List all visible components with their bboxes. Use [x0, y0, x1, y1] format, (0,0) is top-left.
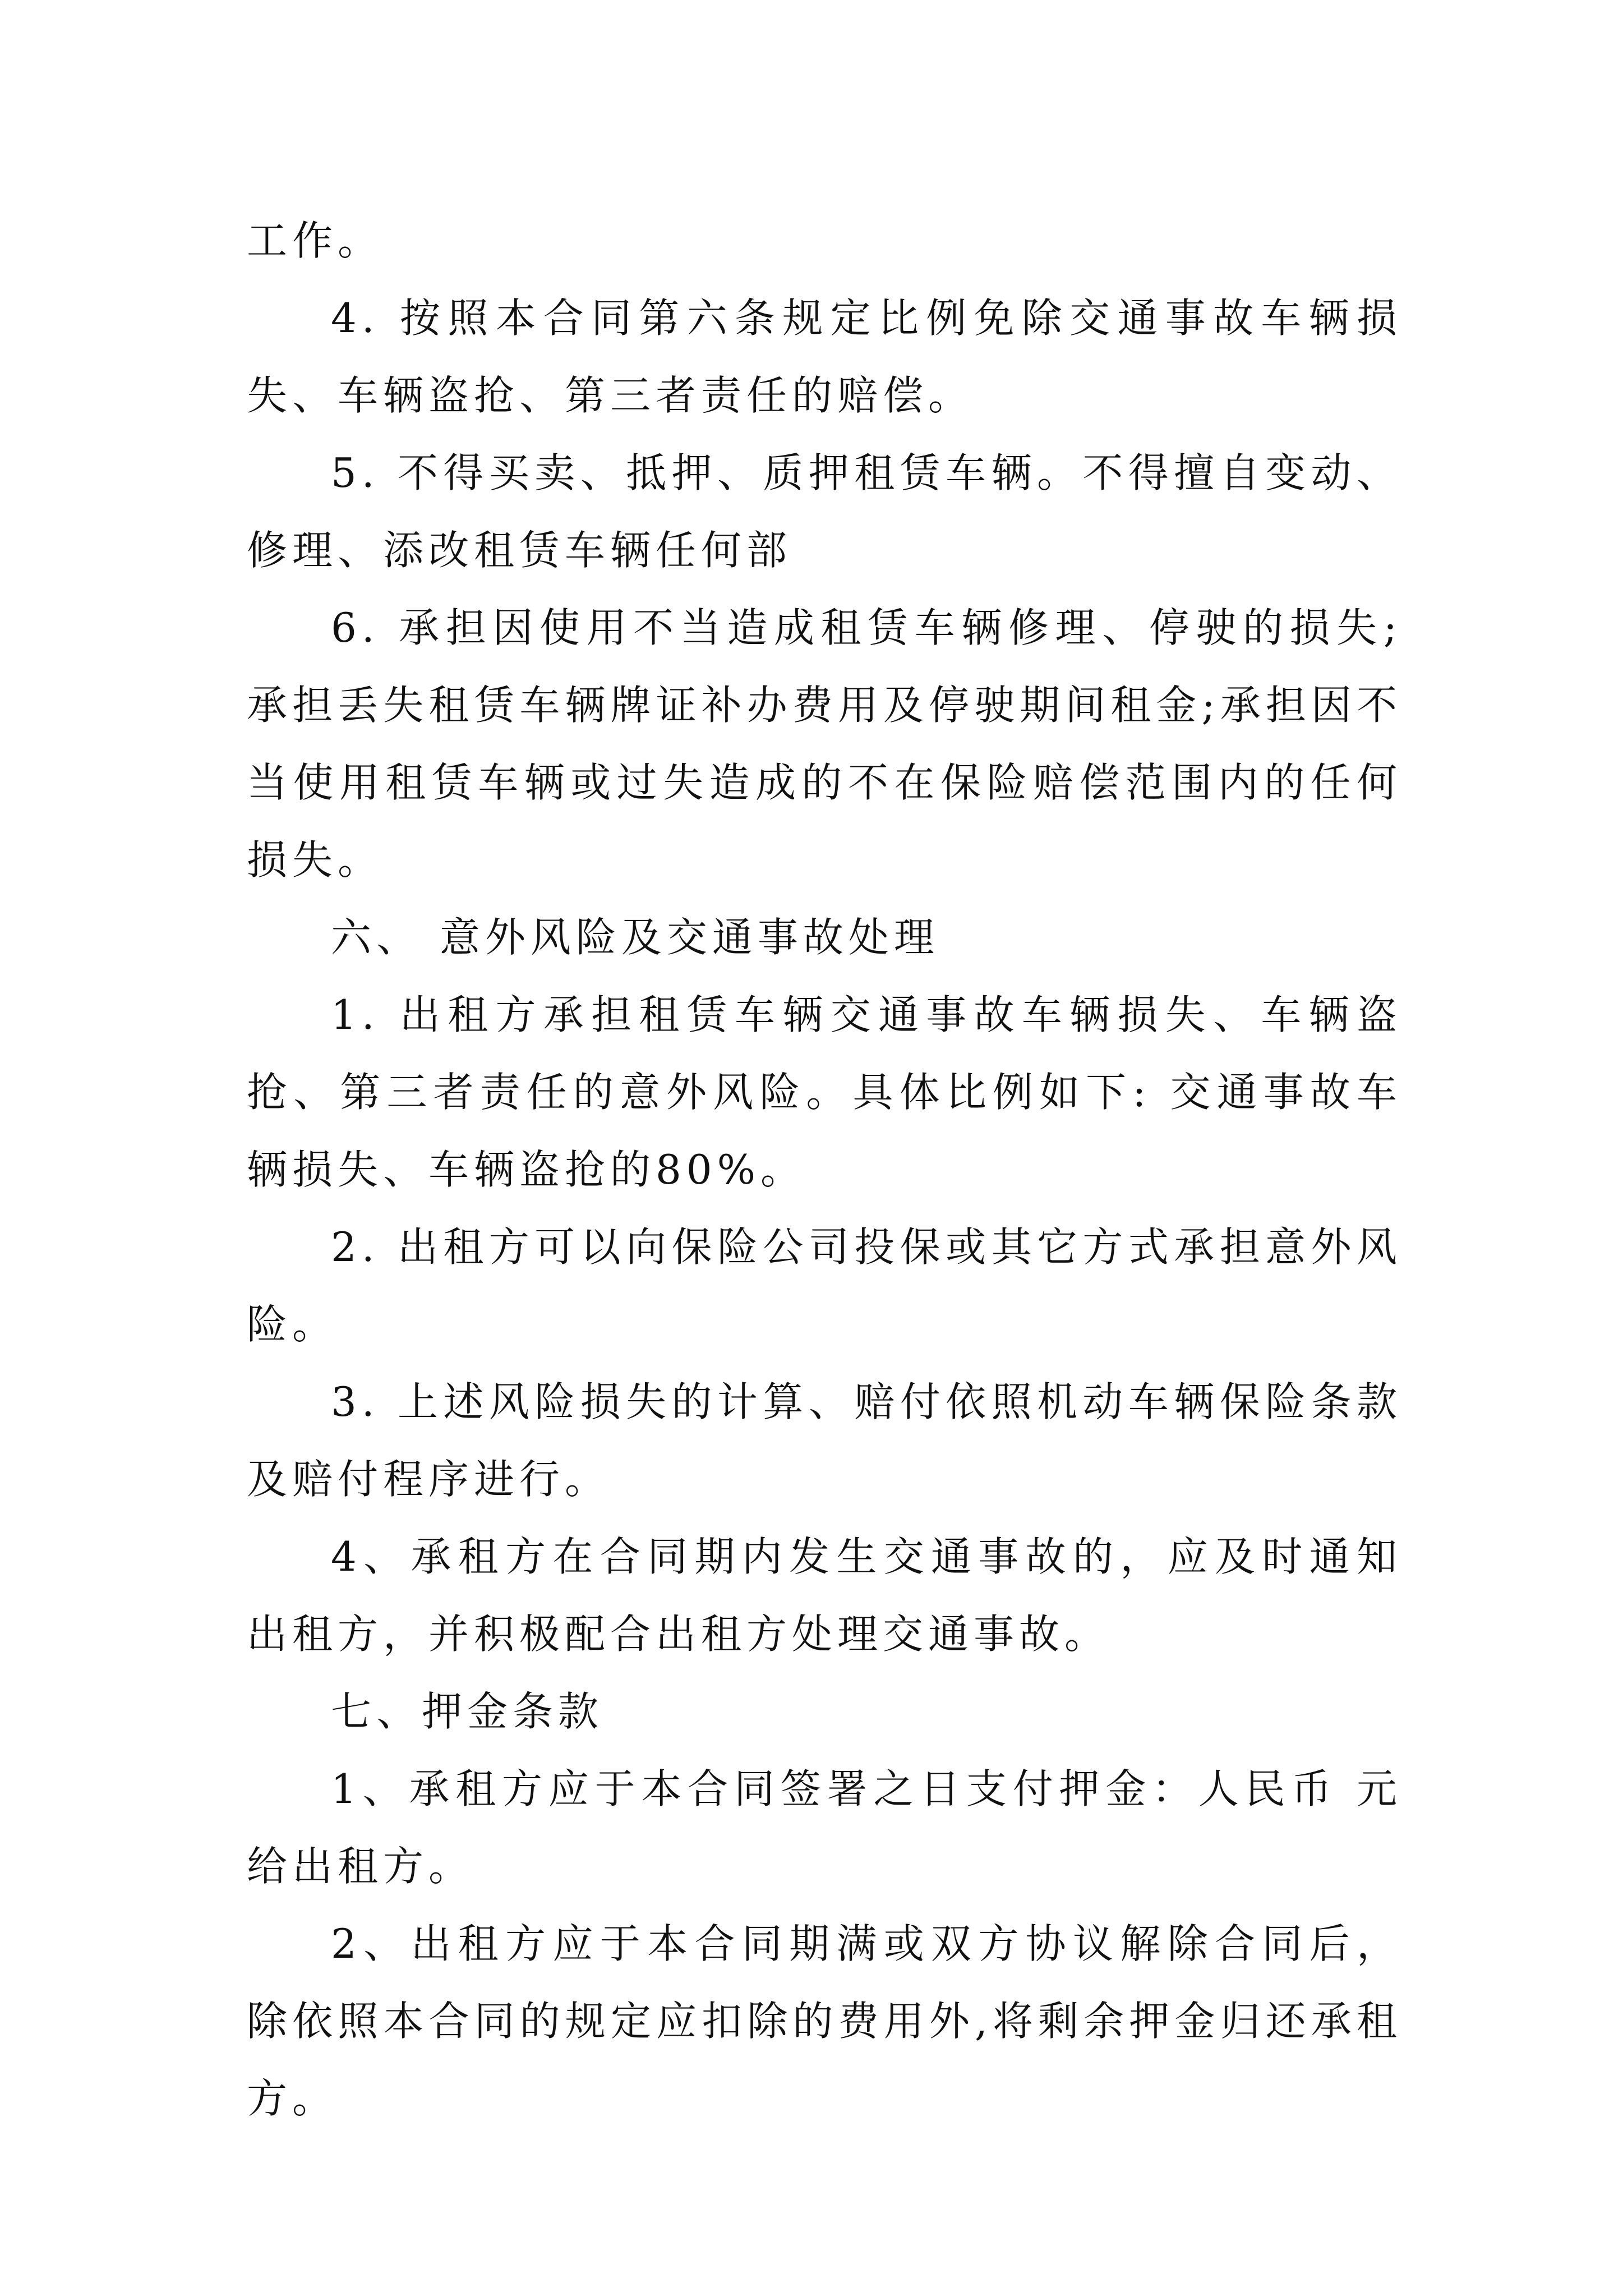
paragraph-deposit-1: 1、承租方应于本合同签署之日支付押金：人民币 元给出租方。	[247, 1765, 1402, 1890]
paragraph-continuation: 工作。	[247, 217, 384, 264]
paragraph-clause-5: 5. 不得买卖、抵押、质押租赁车辆。不得擅自变动、修理、添改租赁车辆任何部	[247, 449, 1402, 574]
section-heading-6: 六、 意外风险及交通事故处理	[331, 914, 939, 961]
paragraph-risk-4: 4、承租方在合同期内发生交通事故的，应及时通知出租方，并积极配合出租方处理交通事故。	[247, 1533, 1402, 1658]
document-body	[247, 202, 1402, 2137]
paragraph-clause-4: 4. 按照本合同第六条规定比例免除交通事故车辆损失、车辆盗抢、第三者责任的赔偿。	[247, 295, 1402, 419]
section-heading-7: 七、押金条款	[331, 1688, 604, 1735]
paragraph-risk-3: 3. 上述风险损失的计算、赔付依照机动车辆保险条款及赔付程序进行。	[247, 1378, 1402, 1503]
paragraph-deposit-2: 2、出租方应于本合同期满或双方协议解除合同后，除依照本合同的规定应扣除的费用外,将剩余押金归还承租方。	[247, 1920, 1402, 2122]
paragraph-risk-1: 1. 出租方承担租赁车辆交通事故车辆损失、车辆盗抢、第三者责任的意外风险。具体比例如下: 交通事故车辆损失、车辆盗抢的80%。	[247, 991, 1402, 1193]
paragraph-risk-2: 2. 出租方可以向保险公司投保或其它方式承担意外风险。	[247, 1223, 1402, 1348]
paragraph-clause-6: 6. 承担因使用不当造成租赁车辆修理、停驶的损失;承担丢失租赁车辆牌证补办费用及停驶期间租金;承担因不当使用租赁车辆或过失造成的不在保险赔偿范围内的任何损失。	[247, 604, 1402, 884]
